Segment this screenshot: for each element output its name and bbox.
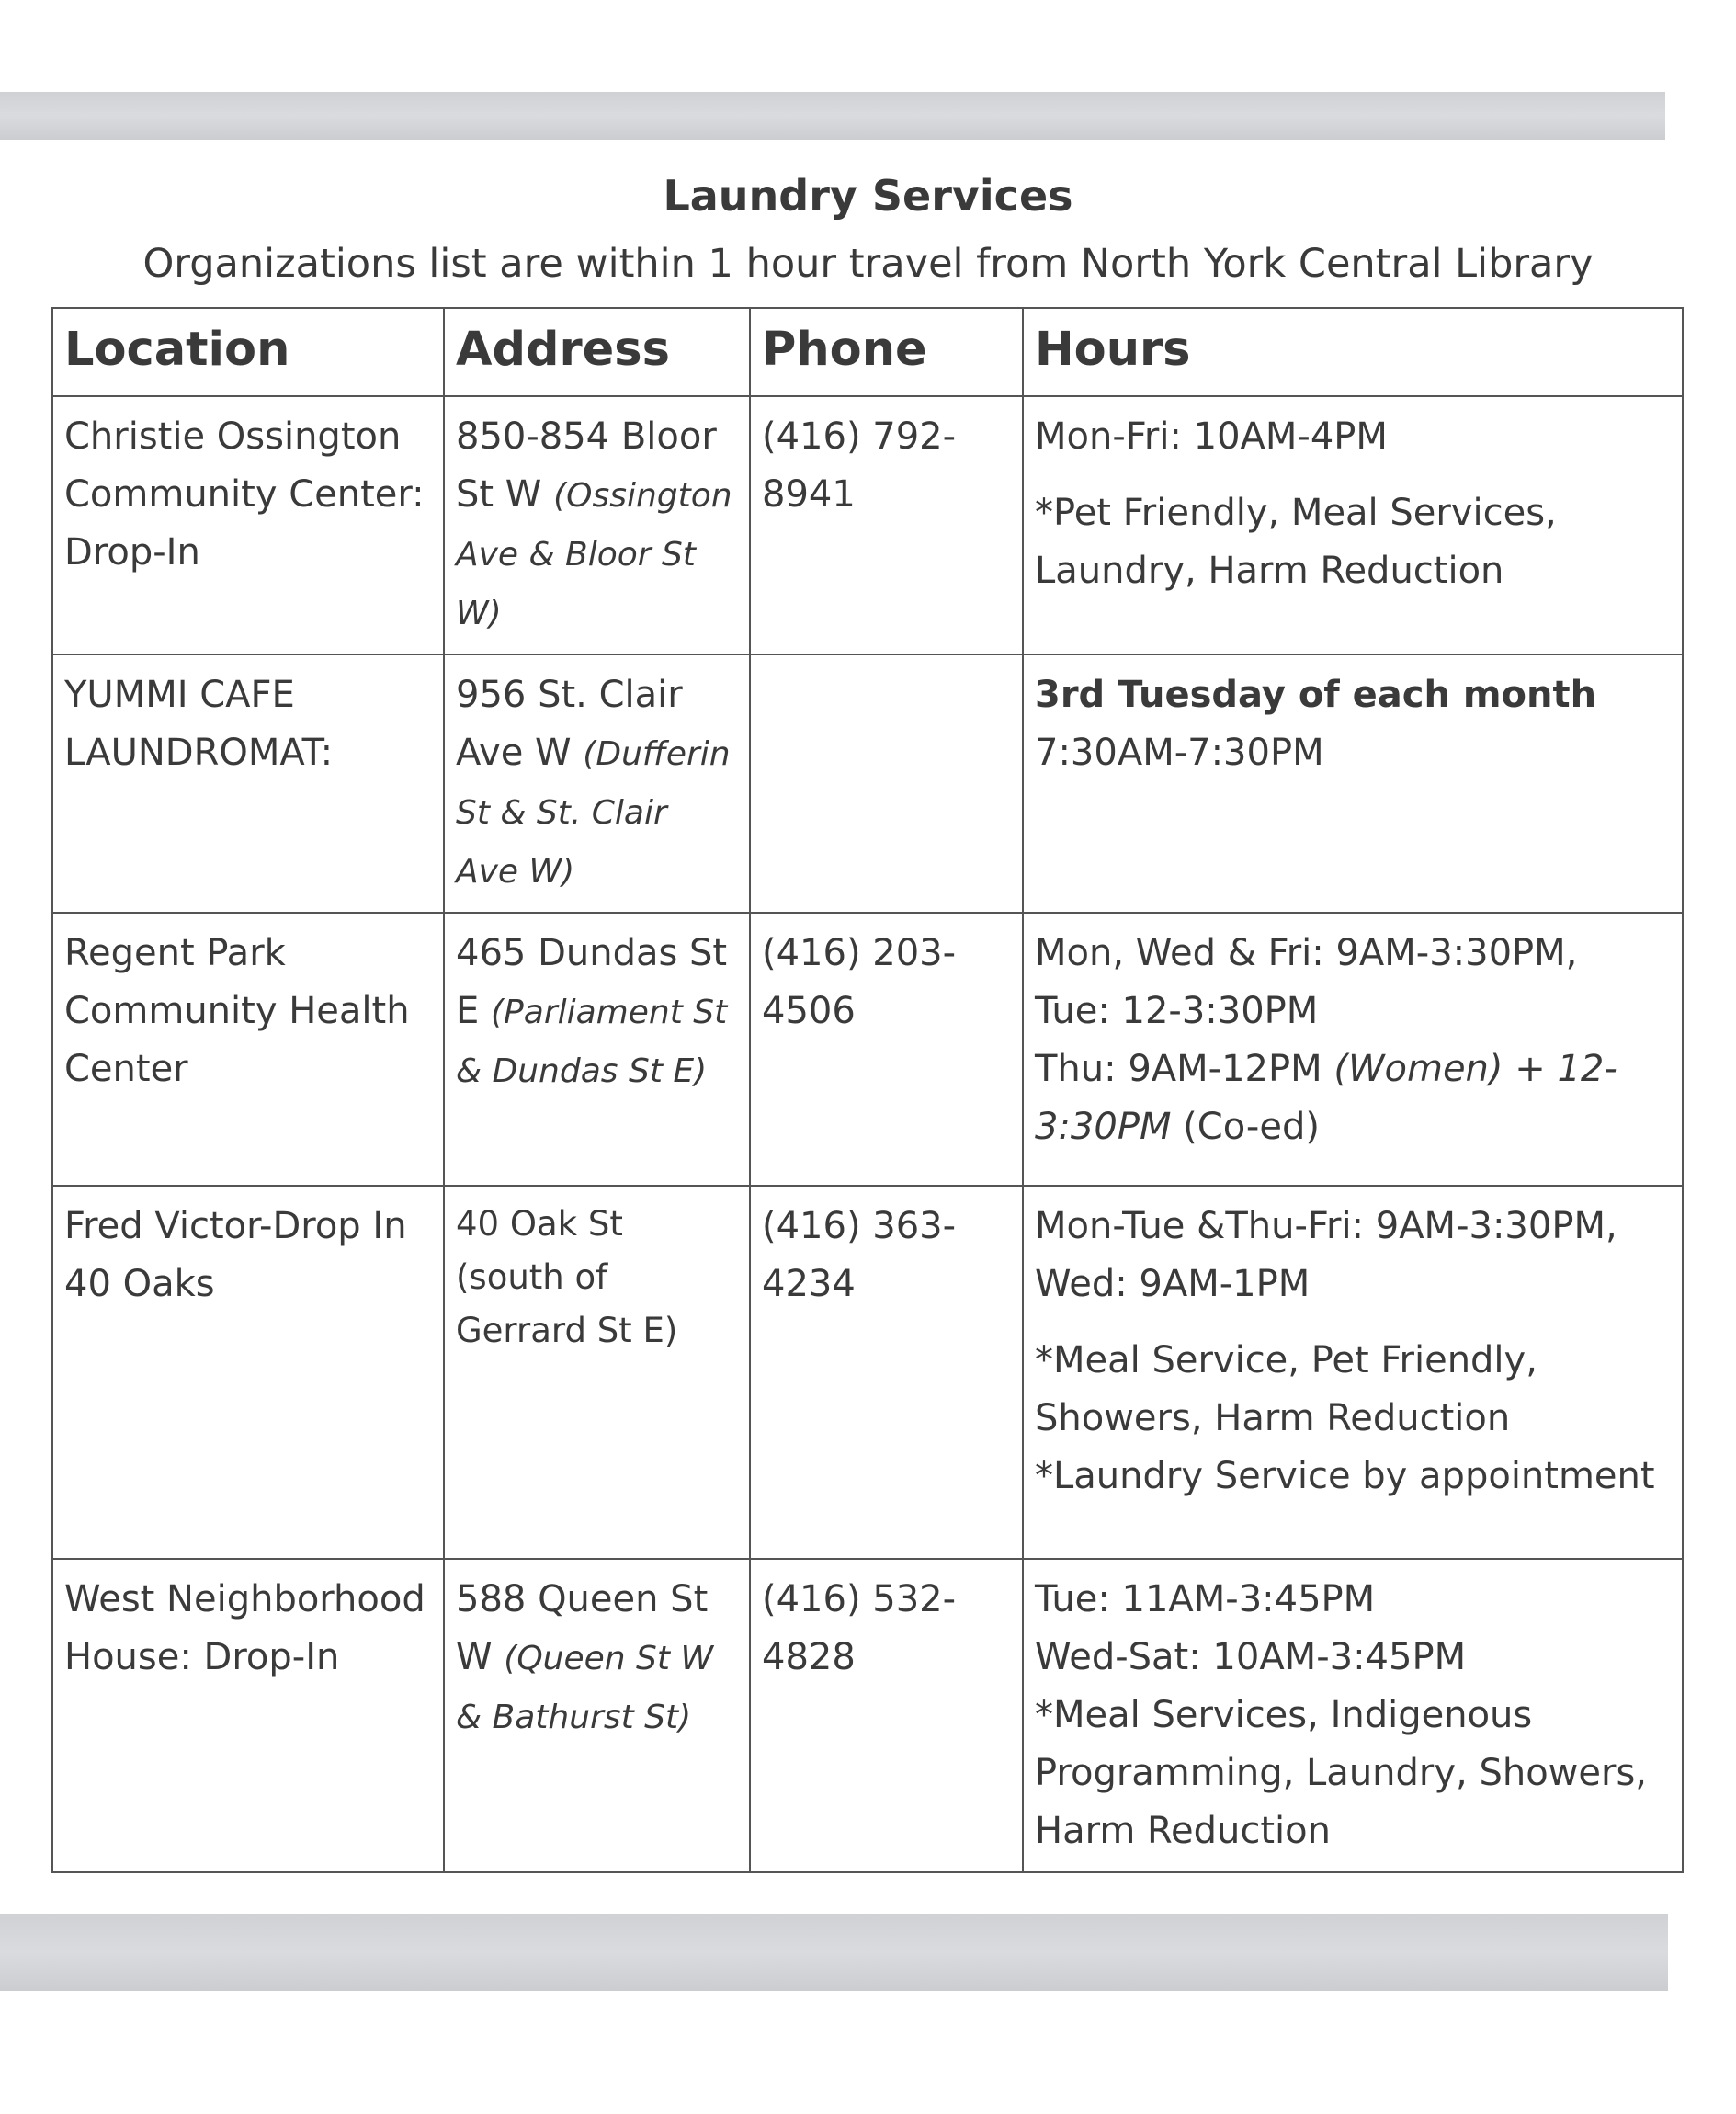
header-address: Address [444, 308, 750, 396]
address-main: 850-854 Bloor St W [456, 415, 717, 516]
hours-thu: Thu: 9AM-12PM [1035, 1048, 1334, 1090]
hours-cell [1023, 1559, 1683, 1872]
hours-cell [1023, 913, 1683, 1186]
bottom-gray-band [0, 1914, 1668, 1991]
hours-schedule-bold: 3rd Tuesday of each month [1035, 674, 1597, 716]
address-cell [444, 913, 750, 1186]
top-gray-band [0, 92, 1665, 140]
phone-cell: (416) 203-4506 [750, 913, 1023, 1186]
address-note: (Queen St W & Bathurst St) [456, 1640, 714, 1736]
phone-cell: (416) 792-8941 [750, 396, 1023, 654]
phone-cell: (416) 363-4234 [750, 1186, 1023, 1559]
hours-thu-coed: (Co-ed) [1171, 1106, 1320, 1148]
table-row [52, 1186, 1683, 1559]
hours-thu-women: (Women) + 12-3:30PM [1035, 1048, 1617, 1148]
address-cell [444, 396, 750, 654]
hours-note: *Pet Friendly, Meal Services, Laundry, Harm Reduction [1035, 492, 1557, 592]
hours-line [1035, 1040, 1671, 1156]
hours-line: 7:30AM-7:30PM [1035, 732, 1324, 774]
page-title: Laundry Services [663, 171, 1073, 221]
hours-line: Wed: 9AM-1PM [1035, 1263, 1311, 1305]
table-row [52, 913, 1683, 1186]
address-note: (Parliament St & Dundas St E) [456, 994, 728, 1090]
address-main: 465 Dundas St E [456, 932, 728, 1032]
location-cell: West Neighborhood House: Drop-In [52, 1559, 444, 1872]
table-row [52, 654, 1683, 913]
table-row [52, 1559, 1683, 1872]
hours-cell [1023, 654, 1683, 913]
hours-line: Mon-Fri: 10AM-4PM [1035, 415, 1388, 458]
header-phone: Phone [750, 308, 1023, 396]
phone-cell: (416) 532-4828 [750, 1559, 1023, 1872]
address-main: 588 Queen St W [456, 1578, 709, 1678]
table-row [52, 396, 1683, 654]
hours-note: *Meal Services, Indigenous Programming, Laundry, Showers, Harm Reduction [1035, 1694, 1647, 1852]
hours-cell [1023, 1186, 1683, 1559]
phone-cell [750, 654, 1023, 913]
header-hours: Hours [1023, 308, 1683, 396]
table-header-row [52, 308, 1683, 396]
hours-line: Tue: 11AM-3:45PM [1035, 1578, 1376, 1620]
hours-line: Mon, Wed & Fri: 9AM-3:30PM, [1035, 932, 1578, 974]
location-cell: Fred Victor-Drop In 40 Oaks [52, 1186, 444, 1559]
address-note: (Ossington Ave & Bloor St W) [456, 477, 732, 632]
hours-line: Wed-Sat: 10AM-3:45PM [1035, 1636, 1467, 1678]
location-cell: Christie Ossington Community Center: Drop-In [52, 396, 444, 654]
hours-line: Mon-Tue &Thu-Fri: 9AM-3:30PM, [1035, 1205, 1617, 1247]
address-main: 956 St. Clair Ave W [456, 674, 683, 774]
header-location: Location [52, 308, 444, 396]
location-cell: Regent Park Community Health Center [52, 913, 444, 1186]
page-subtitle: Organizations list are within 1 hour travel from North York Central Library [142, 241, 1594, 287]
hours-note: *Laundry Service by appointment [1035, 1455, 1655, 1497]
laundry-services-table [51, 307, 1684, 1873]
hours-cell [1023, 396, 1683, 654]
address-note: (Dufferin St & St. Clair Ave W) [456, 735, 731, 891]
hours-line: Tue: 12-3:30PM [1035, 990, 1319, 1032]
address-cell [444, 1186, 750, 1559]
hours-note: *Meal Service, Pet Friendly, Showers, Harm Reduction [1035, 1339, 1537, 1439]
location-cell: YUMMI CAFE LAUNDROMAT: [52, 654, 444, 913]
address-main: 40 Oak St (south of Gerrard St E) [456, 1204, 678, 1350]
address-cell [444, 654, 750, 913]
address-cell [444, 1559, 750, 1872]
